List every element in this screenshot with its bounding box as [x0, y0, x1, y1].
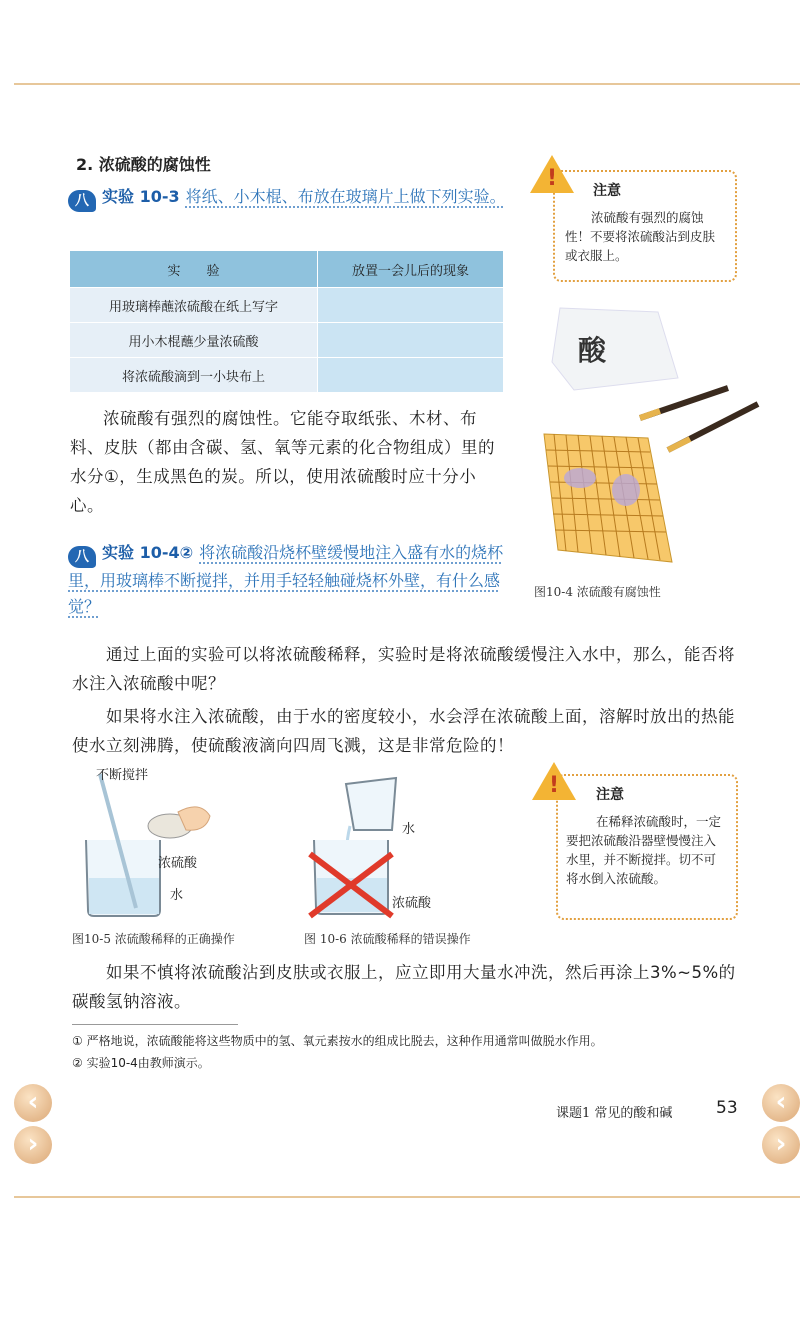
- experiment-icon: 八: [68, 190, 96, 212]
- chapter-footer: 课题1 常见的酸和碱: [556, 1106, 673, 1121]
- warning-exclamation-icon: !: [547, 166, 558, 191]
- prev-page-button-right[interactable]: ‹: [762, 1084, 800, 1122]
- experiment-instructions: 将浓硫酸沿烧杯壁缓慢地注入盛有水的烧杯里，用玻璃棒不断搅拌，并用手轻轻触碰烧杯外壁，有什么感觉？: [68, 543, 504, 616]
- table-cell: [318, 358, 504, 393]
- table-cell: [318, 288, 504, 323]
- experiment-instructions: 将纸、小木棍、布放在玻璃片上做下列实验。: [185, 187, 506, 206]
- figure-10-6-caption: 图 10-6 浓硫酸稀释的错误操作: [304, 932, 471, 946]
- paragraph-first-aid: 如果不慎将浓硫酸沾到皮肤或衣服上，应立即用大量水冲洗，然后再涂上3%~5%的碳酸氢钠溶液。: [72, 963, 736, 1011]
- table-header-row: [70, 251, 504, 288]
- section-title: 2. 浓硫酸的腐蚀性: [76, 155, 211, 174]
- paragraph-danger: 如果将水注入浓硫酸，由于水的密度较小，水会浮在浓硫酸上面，溶解时放出的热能使水立刻沸腾，使硫酸液滴向四周飞溅，这是非常危险的！: [72, 707, 735, 755]
- note-text: 浓硫酸有强烈的腐蚀性！不要将浓硫酸沾到皮肤或衣服上。: [565, 210, 716, 263]
- table-cell: 用小木棍蘸少量浓硫酸: [70, 323, 318, 358]
- paper-writing: 酸: [578, 334, 607, 367]
- experiment-label: 实验 10-4②: [102, 543, 194, 562]
- table-header-cell: 放置一会儿后的现象: [318, 251, 504, 288]
- note-title: 注意: [596, 787, 624, 803]
- figure-10-5-illustration: [70, 760, 230, 920]
- table-cell: [318, 323, 504, 358]
- experiment-table: [69, 250, 504, 393]
- table-row: [70, 358, 504, 393]
- stick-tip: [640, 411, 660, 418]
- label-acid: 浓硫酸: [392, 896, 432, 911]
- table-row: [70, 323, 504, 358]
- paper-sheet: [552, 308, 678, 390]
- note-text: 在稀释浓硫酸时，一定要把浓硫酸沿器壁慢慢注入水里，并不断搅拌。切不可将水倒入浓硫酸。: [566, 814, 722, 886]
- label-acid: 浓硫酸: [158, 856, 198, 871]
- experiment-10-3: [68, 184, 508, 212]
- warning-exclamation-icon: !: [549, 773, 560, 798]
- experiment-label: 实验 10-3: [102, 187, 180, 206]
- top-divider: [14, 83, 800, 85]
- table-header-cell: 实 验: [70, 251, 318, 288]
- burn-spot: [612, 474, 640, 506]
- note-box-dilution: [556, 774, 738, 920]
- footnote-divider: [72, 1024, 238, 1025]
- prev-page-button[interactable]: ‹: [14, 1084, 52, 1122]
- experiment-icon: 八: [68, 546, 96, 568]
- table-cell: 用玻璃棒蘸浓硫酸在纸上写字: [70, 288, 318, 323]
- table-cell: 将浓硫酸滴到一小块布上: [70, 358, 318, 393]
- label-water: 水: [170, 888, 184, 903]
- pouring-beaker-icon: [346, 778, 396, 830]
- paragraph-dilution: 通过上面的实验可以将浓硫酸稀释，实验时是将浓硫酸缓慢注入水中，那么，能否将水注入浓硫酸中呢？: [72, 645, 735, 693]
- figure-10-5-caption: 图10-5 浓硫酸稀释的正确操作: [72, 932, 235, 946]
- figure-10-4-illustration: [540, 300, 770, 570]
- figure-10-4-caption: 图10-4 浓硫酸有腐蚀性: [534, 585, 661, 599]
- note-box-corrosion: [553, 170, 737, 282]
- next-page-button-right[interactable]: ›: [762, 1126, 800, 1164]
- table-row: [70, 288, 504, 323]
- note-title: 注意: [593, 183, 621, 199]
- burn-spot: [564, 468, 596, 488]
- water-level: [89, 878, 159, 914]
- label-stir: 不断搅拌: [96, 768, 149, 783]
- next-page-button[interactable]: ›: [14, 1126, 52, 1164]
- stick-tip: [668, 439, 690, 450]
- experiment-10-4: [68, 540, 508, 620]
- footnote-2: ② 实验10-4由教师演示。: [72, 1056, 210, 1070]
- footnote-1: ① 严格地说，浓硫酸能将这些物质中的氢、氧元素按水的组成比脱去，这种作用通常叫做脱水作用。: [72, 1034, 603, 1048]
- label-water: 水: [402, 822, 416, 837]
- bottom-divider: [14, 1196, 800, 1198]
- page-number: 53: [716, 1098, 738, 1118]
- paragraph-corrosion: 浓硫酸有强烈的腐蚀性。它能夺取纸张、木材、布料、皮肤（都由含碳、氢、氧等元素的化合物组成）里的水分①，生成黑色的炭。所以，使用浓硫酸时应十分小心。: [70, 409, 495, 515]
